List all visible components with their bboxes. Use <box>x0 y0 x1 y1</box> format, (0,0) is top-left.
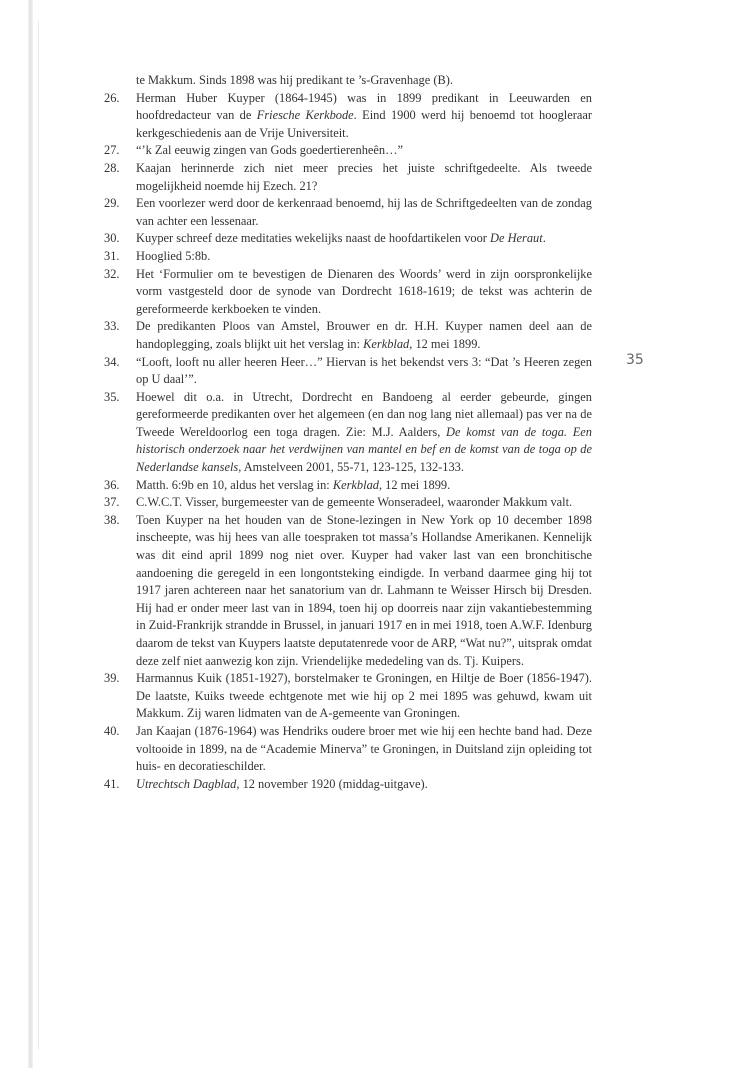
book-spine-shadow <box>28 0 33 1068</box>
endnote-number: 41. <box>104 776 120 791</box>
endnote-text <box>136 389 592 477</box>
endnote-text-run: , 12 mei 1899. <box>378 477 451 492</box>
endnote-text <box>136 72 592 90</box>
endnote-text-run: “’k Zal eeuwig zingen van Gods goedertierenheên…” <box>136 143 403 158</box>
endnote-number: 31. <box>104 248 120 263</box>
endnote-item <box>104 389 592 477</box>
endnotes-list <box>104 72 592 793</box>
endnote-text-run: Matth. 6:9b en 10, aldus het verslag in: <box>136 477 333 492</box>
endnote-number: 37. <box>104 495 120 510</box>
endnote-text <box>136 230 592 248</box>
endnote-text <box>136 776 592 794</box>
endnote-number: 34. <box>104 354 120 369</box>
endnote-text-run: Kaajan herinnerde zich niet meer precies het juiste schriftgedeelte. Als tweede mogelijkheid noemde hij Ezech. 21? <box>136 160 592 193</box>
endnote-item <box>104 776 592 794</box>
endnote-item <box>104 230 592 248</box>
endnote-text-run: Een voorlezer werd door de kerkenraad benoemd, hij las de Schriftgedeelten van de zondag van achter een lessenaar. <box>136 196 592 228</box>
endnote-text <box>136 512 592 670</box>
endnote-number: 39. <box>104 671 120 686</box>
endnote-italic-title: De Heraut <box>490 231 543 246</box>
endnote-text-run: “Looft, looft nu aller heeren Heer…” Hiervan is het bekendst vers 3: “Dat ’s Heeren zegen op U daal’”. <box>136 354 592 387</box>
endnote-text-run: Het ‘Formulier om te bevestigen de Dienaren des Woords’ werd in zijn oorspronkelijke vorm vastgesteld door de synode van Dordrecht 1618-1619; de tekst was achterin de gereformeerde kerkboeken te vinden. <box>136 266 592 316</box>
endnote-text <box>136 354 592 389</box>
endnote-number: 33. <box>104 319 120 334</box>
endnote-text-run: . Eind 1900 werd hij benoemd tot hoogleraar kerkgeschiedenis aan de Vrije Universiteit. <box>136 108 592 140</box>
endnote-italic-title: Kerkblad <box>363 336 410 351</box>
endnote-italic-title: Kerkblad <box>332 477 379 492</box>
endnote-text-run: De predikanten Ploos van Amstel, Brouwer en dr. H.H. Kuyper namen deel aan de handoplegging, zoals blijkt uit het verslag in: <box>136 319 592 351</box>
endnote-item <box>104 477 592 495</box>
endnote-italic-title: Utrechtsch Dagblad <box>136 776 237 791</box>
endnote-text <box>136 248 592 266</box>
endnote-text <box>136 195 592 230</box>
endnote-number: 28. <box>104 160 120 175</box>
endnote-text <box>136 90 592 143</box>
endnote-item <box>104 266 592 319</box>
endnote-item <box>104 354 592 389</box>
endnote-number: 38. <box>104 512 120 527</box>
endnote-item <box>104 318 592 353</box>
endnote-number: 26. <box>104 90 120 105</box>
endnote-text-run: Toen Kuyper na het houden van de Stone-lezingen in New York op 10 december 1898 inscheepte, was hij hees van alle toespraken tot massa’s Hollandse Amerikanen. Kennelijk was dit eind april 1899 nog niet over. Kuyper had vaker last van een bronchitische aandoening die geregeld in een longontsteking eindigde. In verband daarmee ging hij tot 1917 jaren achtereen naar het sanatorium van dr. Lahmann te Weisser Hirsch bij Dresden. Hij had er onder meer last van in 1894, toen hij op doorreis naar zijn vakantiebestemming in Zuid-Frankrijk strandde in Brussel, in januari 1917 en in mei 1918, toen A.W.F. Idenburg daarom de tekst van Kuypers laatste deputatenrede voor de ARP, “Wat nu?”, uitsprak omdat deze zelf niet aanwezig kon zijn. Vriendelijke mededeling van ds. Tj. Kuipers. <box>136 512 592 668</box>
endnote-text <box>136 160 592 195</box>
endnote-text <box>136 142 592 160</box>
endnote-number: 32. <box>104 266 120 281</box>
endnote-text-run: Jan Kaajan (1876-1964) was Hendriks oudere broer met wie hij een hechte band had. Deze voltooide in 1899, na de “Academie Minerva” te Groningen, in Duitsland zijn opleiding tot huis- en decoratieschilder. <box>136 723 592 774</box>
endnote-text-run: Kuyper schreef deze meditaties wekelijks naast de hoofdartikelen voor <box>136 231 491 246</box>
endnote-text-run: Hooglied 5:8b. <box>136 248 211 263</box>
endnote-item <box>104 160 592 195</box>
endnote-number: 36. <box>104 477 120 492</box>
endnote-text <box>136 318 592 353</box>
endnote-number: 35. <box>104 389 120 404</box>
endnote-item <box>104 670 592 723</box>
endnote-text <box>136 477 592 495</box>
endnote-text-run: , 12 november 1920 (middag-uitgave). <box>236 776 428 791</box>
endnote-number: 30. <box>104 231 120 246</box>
endnote-number: 29. <box>104 196 120 211</box>
endnote-item <box>104 248 592 266</box>
endnote-text <box>136 494 592 512</box>
endnote-item <box>104 723 592 776</box>
endnote-text-run: , Amstelveen 2001, 55-71, 123-125, 132-133. <box>238 460 464 475</box>
endnote-item <box>104 494 592 512</box>
endnote-text <box>136 266 592 319</box>
endnote-text-run: C.W.C.T. Visser, burgemeester van de gemeente Wonseradeel, waaronder Makkum valt. <box>136 495 573 510</box>
endnote-number: 27. <box>104 143 120 158</box>
endnote-item <box>104 512 592 670</box>
endnote-text-run: te Makkum. Sinds 1898 was hij predikant te ’s-Gravenhage (B). <box>136 73 453 87</box>
endnote-text-run: Harmannus Kuik (1851-1927), borstelmaker te Groningen, en Hiltje de Boer (1856-1947). De laatste, Kuiks tweede echtgenote met wie hij op 2 mei 1895 was gehuwd, kwam uit Makkum. Zij waren lidmaten van de A-gemeente van Groningen. <box>136 671 592 721</box>
endnote-text-run: Herman Huber Kuyper (1864-1945) was in 1899 predikant in Leeuwarden en hoofdredacteur van de <box>136 90 592 123</box>
endnote-italic-title: De komst van de toga. Een historisch onderzoek naar het verdwijnen van mantel en bef en de komst van de toga op de Nederlandse kansels <box>136 424 592 475</box>
endnote-text <box>136 670 592 723</box>
endnote-item <box>104 90 592 143</box>
endnote-text <box>136 723 592 776</box>
page-edge-line <box>38 20 39 1050</box>
endnote-text-run: , 12 mei 1899. <box>409 336 481 351</box>
endnote-number: 40. <box>104 723 120 738</box>
endnote-item <box>104 142 592 160</box>
endnote-item <box>104 195 592 230</box>
page-number: 35 <box>626 352 644 368</box>
endnote-item <box>104 72 592 90</box>
endnote-text-run: Hoewel dit o.a. in Utrecht, Dordrecht en Bandoeng al eerder gebeurde, gingen gereformeerde predikanten over het algemeen (en dan nog lang niet allemaal) pas ver na de Tweede Wereldoorlog een toga dragen. Zie: M.J. Aalders, <box>136 389 592 439</box>
endnote-text-run: . <box>542 231 546 246</box>
endnote-italic-title: Friesche Kerkbode <box>256 108 354 123</box>
